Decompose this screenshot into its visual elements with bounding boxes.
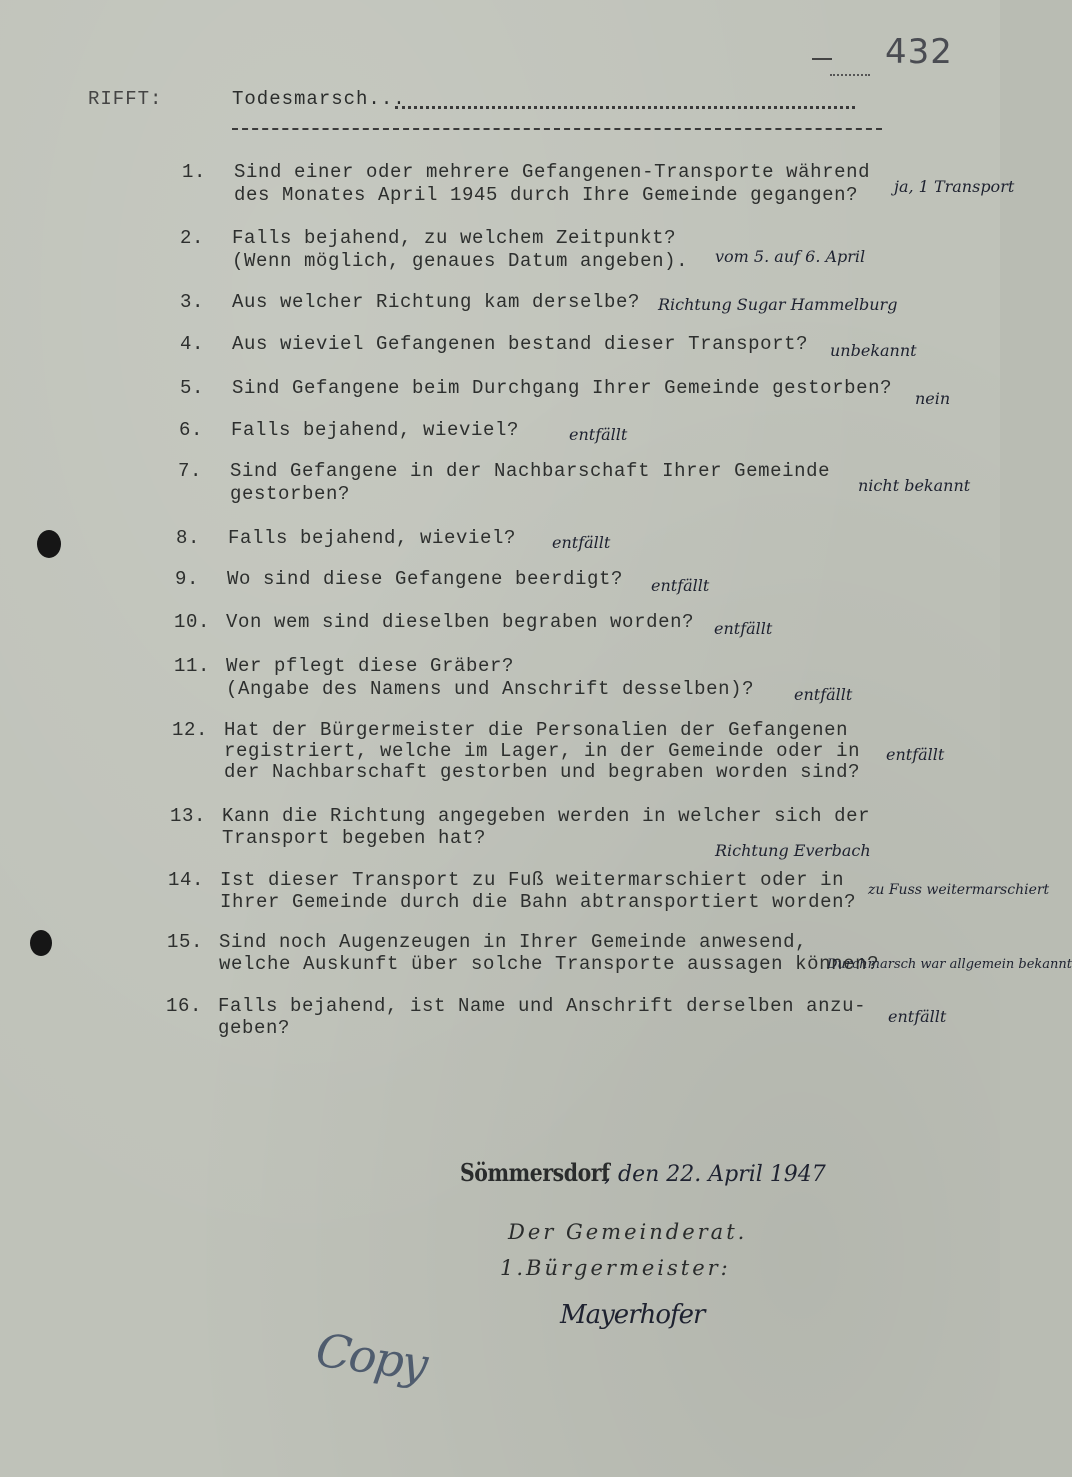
question-text-line: des Monates April 1945 durch Ihre Gemeinde gegangen?	[234, 184, 859, 206]
question-text-line: (Angabe des Namens und Anschrift desselben)?	[226, 678, 755, 700]
question-text-line: Sind Gefangene in der Nachbarschaft Ihrer Gemeinde	[230, 460, 831, 482]
question-number: 9.	[175, 568, 200, 590]
question-number: 4.	[180, 333, 205, 355]
question-text-line: Sind noch Augenzeugen in Ihrer Gemeinde anwesend,	[219, 931, 808, 953]
question-number: 5.	[180, 377, 205, 399]
handwritten-answer: unbekannt	[830, 341, 917, 360]
handwritten-answer: entfällt	[888, 1007, 947, 1026]
question-text-line: (Wenn möglich, genaues Datum angeben).	[232, 250, 689, 272]
page-number: 432	[885, 32, 953, 72]
question-text-line: Ihrer Gemeinde durch die Bahn abtransportiert worden?	[220, 891, 857, 913]
handwritten-answer: entfällt	[886, 745, 945, 764]
question-text-line: Von wem sind dieselben begraben worden?	[226, 611, 695, 633]
handwritten-answer: Durchmarsch war allgemein bekannt	[827, 957, 1072, 972]
question-number: 12.	[172, 719, 209, 741]
question-text-line: geben?	[218, 1017, 291, 1039]
question-text-line: Hat der Bürgermeister die Personalien der Gefangenen	[224, 719, 849, 741]
question-text-line: Ist dieser Transport zu Fuß weitermarschiert oder in	[220, 869, 845, 891]
question-text-line: der Nachbarschaft gestorben und begraben worden sind?	[224, 761, 861, 783]
question-text-line: Transport begeben hat?	[222, 827, 487, 849]
question-text-line: Falls bejahend, ist Name und Anschrift derselben anzu-	[218, 995, 867, 1017]
question-text-line: Falls bejahend, wieviel?	[228, 527, 517, 549]
question-text-line: Sind einer oder mehrere Gefangenen-Transporte während	[234, 161, 871, 183]
issuing-authority: Der Gemeinderat.	[508, 1220, 748, 1244]
question-number: 7.	[178, 460, 203, 482]
copy-annotation: Copy	[312, 1322, 430, 1392]
question-text-line: Falls bejahend, wieviel?	[231, 419, 520, 441]
place-name: Sömmersdorf	[460, 1158, 610, 1187]
question-text-line: Wer pflegt diese Gräber?	[226, 655, 515, 677]
question-number: 14.	[168, 869, 205, 891]
question-text-line: gestorben?	[230, 483, 351, 505]
question-text-line: Kann die Richtung angegeben werden in welcher sich der	[222, 805, 871, 827]
question-number: 11.	[174, 655, 211, 677]
question-number: 8.	[176, 527, 201, 549]
handwritten-signature: Mayerhofer	[560, 1300, 705, 1330]
handwritten-answer: zu Fuss weitermarschiert	[868, 882, 1050, 898]
subject-value: Todesmarsch...	[232, 88, 406, 110]
question-text-line: Aus welcher Richtung kam derselbe?	[232, 291, 641, 313]
handwritten-answer: nein	[915, 389, 951, 408]
question-text-line: welche Auskunft über solche Transporte aussagen können?	[219, 953, 880, 975]
handwritten-answer: entfällt	[569, 425, 628, 444]
handwritten-answer: nicht bekannt	[858, 476, 971, 495]
handwritten-answer: ja, 1 Transport	[894, 177, 1015, 196]
question-number: 6.	[179, 419, 204, 441]
question-text-line: Falls bejahend, zu welchem Zeitpunkt?	[232, 227, 677, 249]
question-number: 10.	[174, 611, 211, 633]
question-number: 1.	[182, 161, 207, 183]
question-number: 16.	[166, 995, 203, 1017]
handwritten-answer: vom 5. auf 6. April	[715, 247, 866, 266]
handwritten-answer: Richtung Everbach	[715, 841, 871, 860]
handwritten-answer: entfällt	[552, 533, 611, 552]
question-number: 2.	[180, 227, 205, 249]
subject-label: RIFFT:	[88, 88, 163, 110]
handwritten-answer: entfällt	[794, 685, 853, 704]
document-date: , den 22. April 1947	[604, 1162, 826, 1187]
handwritten-answer: Richtung Sugar Hammelburg	[658, 295, 898, 314]
question-number: 3.	[180, 291, 205, 313]
handwritten-answer: entfällt	[651, 576, 710, 595]
handwritten-answer: entfällt	[714, 619, 773, 638]
question-number: 15.	[167, 931, 204, 953]
question-number: 13.	[170, 805, 207, 827]
question-text-line: Sind Gefangene beim Durchgang Ihrer Gemeinde gestorben?	[232, 377, 893, 399]
question-text-line: Wo sind diese Gefangene beerdigt?	[227, 568, 624, 590]
question-text-line: registriert, welche im Lager, in der Gemeinde oder in	[224, 740, 861, 762]
signatory-title: 1.Bürgermeister:	[500, 1256, 731, 1280]
question-text-line: Aus wieviel Gefangenen bestand dieser Transport?	[232, 333, 809, 355]
